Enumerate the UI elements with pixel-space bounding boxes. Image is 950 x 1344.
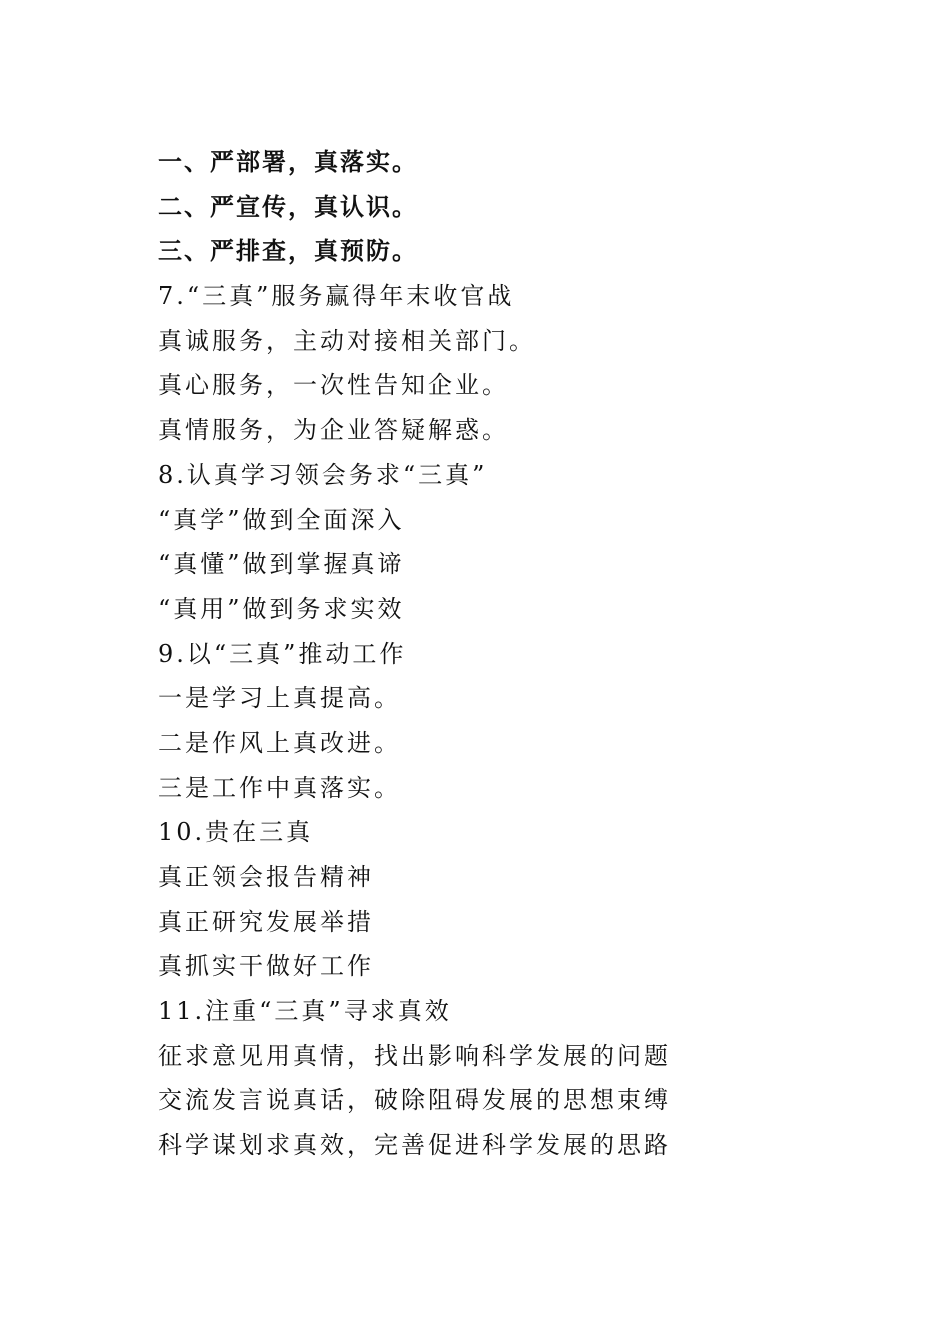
section-title-9: 9.以“三真”推动工作 [158,639,407,668]
document-body [158,140,858,1168]
text-line: 真情服务，为企业答疑解惑。 [158,416,509,445]
text-line: 三是工作中真落实。 [158,773,401,802]
section-title-11: 11.注重“三真”寻求真效 [158,997,452,1026]
heading-line-2: 二、严宣传，真认识。 [158,192,418,221]
text-line: 真正研究发展举措 [158,907,374,936]
heading-line-1: 一、严部署，真落实。 [158,148,418,176]
text-line: 交流发言说真话，破除阻碍发展的思想束缚 [158,1086,671,1115]
section-title-10: 10.贵在三真 [158,818,314,847]
text-line: “真学”做到全面深入 [158,505,405,534]
text-line: 真抓实干做好工作 [158,952,374,981]
text-line: “真懂”做到掌握真谛 [158,550,405,579]
text-line: 二是作风上真改进。 [158,728,401,757]
text-line: 真正领会报告精神 [158,863,374,891]
text-line: 征求意见用真情，找出影响科学发展的问题 [158,1041,671,1070]
section-title-7: 7.“三真”服务赢得年末收官战 [158,282,515,311]
text-line: 真心服务，一次性告知企业。 [158,371,509,400]
section-title-8: 8.认真学习领会务求“三真” [158,460,488,489]
heading-line-3: 三、严排查，真预防。 [158,237,418,266]
text-line: 一是学习上真提高。 [158,684,401,713]
text-line: “真用”做到务求实效 [158,594,405,623]
text-line: 科学谋划求真效，完善促进科学发展的思路 [158,1131,671,1160]
text-line: 真诚服务，主动对接相关部门。 [158,326,536,355]
